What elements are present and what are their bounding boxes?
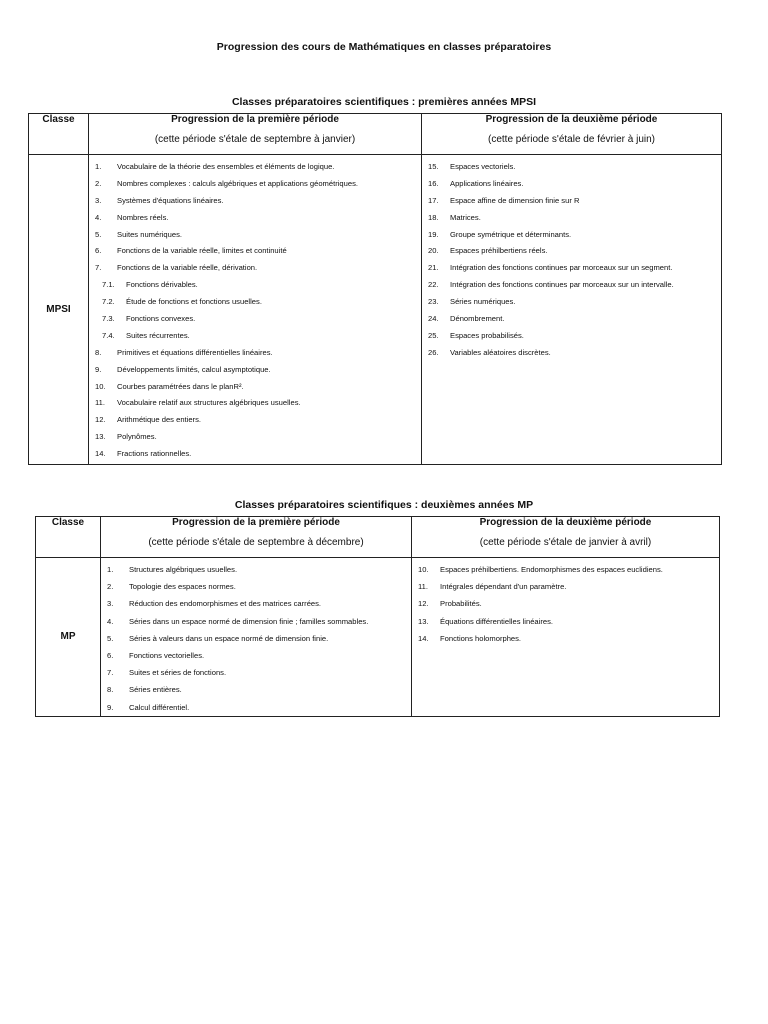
mpsi-header-row: [29, 114, 722, 155]
item-text: Fonctions holomorphes.: [440, 633, 522, 643]
item-number: 7.2.: [102, 297, 115, 307]
list-item: [101, 699, 411, 716]
item-text: Séries entières.: [129, 685, 182, 695]
list-item: [89, 209, 421, 226]
item-text: Suites et séries de fonctions.: [129, 668, 227, 678]
mp-p2-subtitle: (cette période s'étale de janvier à avril): [479, 537, 652, 548]
list-item: [422, 293, 721, 310]
list-item: [101, 613, 411, 630]
item-number: 13.: [418, 616, 429, 626]
item-text: Fonctions vectorielles.: [129, 651, 205, 661]
list-item: [101, 578, 411, 595]
item-number: 9.: [107, 702, 114, 712]
mp-period-2-list: [412, 558, 719, 647]
item-number: 7.4.: [102, 330, 115, 340]
list-item: [422, 259, 721, 276]
item-number: 7.3.: [102, 313, 115, 323]
item-text: Groupe symétrique et déterminants.: [450, 229, 572, 239]
item-text: Suites récurrentes.: [126, 330, 190, 340]
list-item: [89, 361, 421, 378]
item-number: 14.: [95, 449, 106, 459]
item-number: 21.: [428, 263, 439, 273]
list-item: [89, 445, 421, 462]
list-item: [101, 595, 411, 612]
item-number: 3.: [107, 599, 114, 609]
mpsi-period-2-list: [422, 155, 721, 361]
item-number: 5.: [95, 229, 102, 239]
mpsi-period-1-cell: [89, 155, 422, 465]
item-text: Topologie des espaces normes.: [129, 582, 236, 592]
list-item: [89, 259, 421, 276]
item-text: Courbes paramétrées dans le planR².: [117, 381, 244, 391]
list-item: [422, 310, 721, 327]
item-text: Étude de fonctions et fonctions usuelles.: [126, 297, 262, 307]
list-item: [89, 378, 421, 395]
item-number: 25.: [428, 330, 439, 340]
list-item: [422, 242, 721, 259]
list-item: [89, 293, 421, 310]
mp-header-period-2: [412, 517, 720, 558]
mp-classe-label: MP: [36, 558, 101, 717]
list-item: [101, 664, 411, 681]
list-item: [412, 578, 719, 595]
list-item: [89, 242, 421, 259]
item-text: Matrices.: [450, 212, 481, 222]
item-text: Espace affine de dimension finie sur R: [450, 195, 580, 205]
item-text: Fonctions de la variable réelle, limites et continuité: [117, 246, 287, 256]
item-text: Fonctions dérivables.: [126, 280, 198, 290]
mpsi-header-period-2: [422, 114, 722, 155]
document-title: Progression des cours de Mathématiques en classes préparatoires: [216, 41, 552, 53]
list-item: [89, 327, 421, 344]
mpsi-period-1-list: [89, 155, 421, 462]
mpsi-body-row: [29, 155, 722, 465]
mpsi-progression-table: [28, 113, 722, 465]
item-text: Vocabulaire de la théorie des ensembles et éléments de logique.: [117, 161, 335, 171]
item-number: 2.: [107, 582, 114, 592]
mpsi-classe-label: MPSI: [29, 155, 89, 465]
list-item: [89, 310, 421, 327]
item-text: Variables aléatoires discrètes.: [450, 347, 551, 357]
item-number: 9.: [95, 364, 102, 374]
item-number: 2.: [95, 178, 102, 188]
item-text: Vocabulaire relatif aux structures algébriques usuelles.: [117, 398, 301, 408]
item-number: 24.: [428, 313, 439, 323]
item-text: Suites numériques.: [117, 229, 183, 239]
list-item: [412, 561, 719, 578]
mpsi-period-2-cell: [422, 155, 722, 465]
list-item: [101, 561, 411, 578]
list-item: [422, 209, 721, 226]
item-number: 12.: [95, 415, 106, 425]
item-number: 13.: [95, 432, 106, 442]
list-item: [422, 327, 721, 344]
list-item: [89, 428, 421, 445]
item-number: 4.: [107, 616, 114, 626]
list-item: [89, 276, 421, 293]
item-text: Séries numériques.: [450, 297, 516, 307]
mp-p1-title: Progression de la première période: [172, 517, 340, 528]
item-number: 7.: [107, 668, 114, 678]
mpsi-p1-subtitle: (cette période s'étale de septembre à janvier): [154, 134, 356, 145]
mp-p2-title: Progression de la deuxième période: [479, 517, 652, 528]
list-item: [101, 647, 411, 664]
list-item: [422, 276, 721, 293]
item-text: Équations différentielles linéaires.: [440, 616, 553, 626]
item-number: 7.1.: [102, 280, 115, 290]
item-number: 6.: [95, 246, 102, 256]
mp-period-2-cell: [412, 558, 720, 717]
item-number: 11.: [95, 398, 105, 408]
item-number: 15.: [428, 161, 439, 171]
mpsi-p2-subtitle: (cette période s'étale de février à juin): [488, 134, 655, 145]
item-number: 16.: [428, 178, 439, 188]
item-number: 23.: [428, 297, 439, 307]
item-text: Nombres réels.: [117, 212, 169, 222]
list-item: [422, 175, 721, 192]
item-number: 8.: [107, 685, 114, 695]
list-item: [412, 630, 719, 647]
mpsi-header-period-1: [89, 114, 422, 155]
list-item: [101, 630, 411, 647]
item-number: 26.: [428, 347, 439, 357]
item-text: Nombres complexes : calculs algébriques et applications géométriques.: [117, 178, 359, 188]
item-text: Espaces probabilisés.: [450, 330, 524, 340]
item-number: 8.: [95, 347, 102, 357]
item-number: 3.: [95, 195, 102, 205]
mpsi-p2-title: Progression de la deuxième période: [485, 114, 658, 125]
list-item: [89, 175, 421, 192]
mpsi-header-classe: Classe: [29, 114, 89, 155]
item-number: 6.: [107, 651, 114, 661]
item-text: Fractions rationnelles.: [117, 449, 192, 459]
list-item: [89, 158, 421, 175]
mp-progression-table: [35, 516, 720, 717]
item-text: Fonctions convexes.: [126, 313, 196, 323]
mp-period-1-list: [101, 558, 411, 716]
mp-period-1-cell: [101, 558, 412, 717]
item-number: 19.: [428, 229, 439, 239]
item-number: 10.: [418, 565, 429, 575]
item-text: Arithmétique des entiers.: [117, 415, 201, 425]
item-text: Espaces vectoriels.: [450, 161, 516, 171]
item-text: Primitives et équations différentielles linéaires.: [117, 347, 273, 357]
item-number: 5.: [107, 633, 114, 643]
item-text: Probabilités.: [440, 599, 482, 609]
item-text: Espaces préhilbertiens. Endomorphismes des espaces euclidiens.: [440, 565, 663, 575]
mpsi-p1-title: Progression de la première période: [171, 114, 339, 125]
item-text: Séries dans un espace normé de dimension finie ; familles sommables.: [129, 616, 369, 626]
list-item: [89, 226, 421, 243]
item-text: Polynômes.: [117, 432, 157, 442]
item-number: 10.: [95, 381, 106, 391]
mp-table-caption: Classes préparatoires scientifiques : deuxièmes années MP: [234, 499, 534, 511]
mp-p1-subtitle: (cette période s'étale de septembre à décembre): [148, 537, 364, 548]
item-text: Structures algébriques usuelles.: [129, 565, 238, 575]
list-item: [89, 192, 421, 209]
item-number: 1.: [95, 161, 102, 171]
item-text: Calcul différentiel.: [129, 702, 190, 712]
item-number: 18.: [428, 212, 439, 222]
item-number: 12.: [418, 599, 429, 609]
item-text: Fonctions de la variable réelle, dérivation.: [117, 263, 258, 273]
mp-header-period-1: [101, 517, 412, 558]
mp-header-classe: Classe: [36, 517, 101, 558]
mp-header-row: [36, 517, 720, 558]
list-item: [422, 344, 721, 361]
list-item: [89, 411, 421, 428]
item-text: Systèmes d'équations linéaires.: [117, 195, 224, 205]
item-text: Intégration des fonctions continues par morceaux sur un intervalle.: [450, 280, 674, 290]
item-text: Intégration des fonctions continues par morceaux sur un segment.: [450, 263, 673, 273]
item-number: 14.: [418, 633, 429, 643]
item-number: 7.: [95, 263, 102, 273]
item-text: Réduction des endomorphismes et des matrices carrées.: [129, 599, 322, 609]
list-item: [422, 226, 721, 243]
list-item: [422, 158, 721, 175]
mp-body-row: [36, 558, 720, 717]
item-number: 1.: [107, 565, 114, 575]
list-item: [101, 681, 411, 698]
item-number: 20.: [428, 246, 439, 256]
list-item: [412, 613, 719, 630]
item-text: Intégrales dépendant d'un paramètre.: [440, 582, 567, 592]
item-text: Applications linéaires.: [450, 178, 524, 188]
list-item: [89, 344, 421, 361]
item-text: Séries à valeurs dans un espace normé de dimension finie.: [129, 633, 329, 643]
item-number: 22.: [428, 280, 439, 290]
item-text: Développements limités, calcul asymptotique.: [117, 364, 271, 374]
list-item: [412, 595, 719, 612]
list-item: [422, 192, 721, 209]
list-item: [89, 394, 421, 411]
item-number: 11.: [418, 582, 428, 592]
mpsi-table-caption: Classes préparatoires scientifiques : premières années MPSI: [231, 96, 537, 108]
item-text: Espaces préhilbertiens réels.: [450, 246, 548, 256]
item-number: 17.: [428, 195, 439, 205]
item-number: 4.: [95, 212, 102, 222]
item-text: Dénombrement.: [450, 313, 505, 323]
